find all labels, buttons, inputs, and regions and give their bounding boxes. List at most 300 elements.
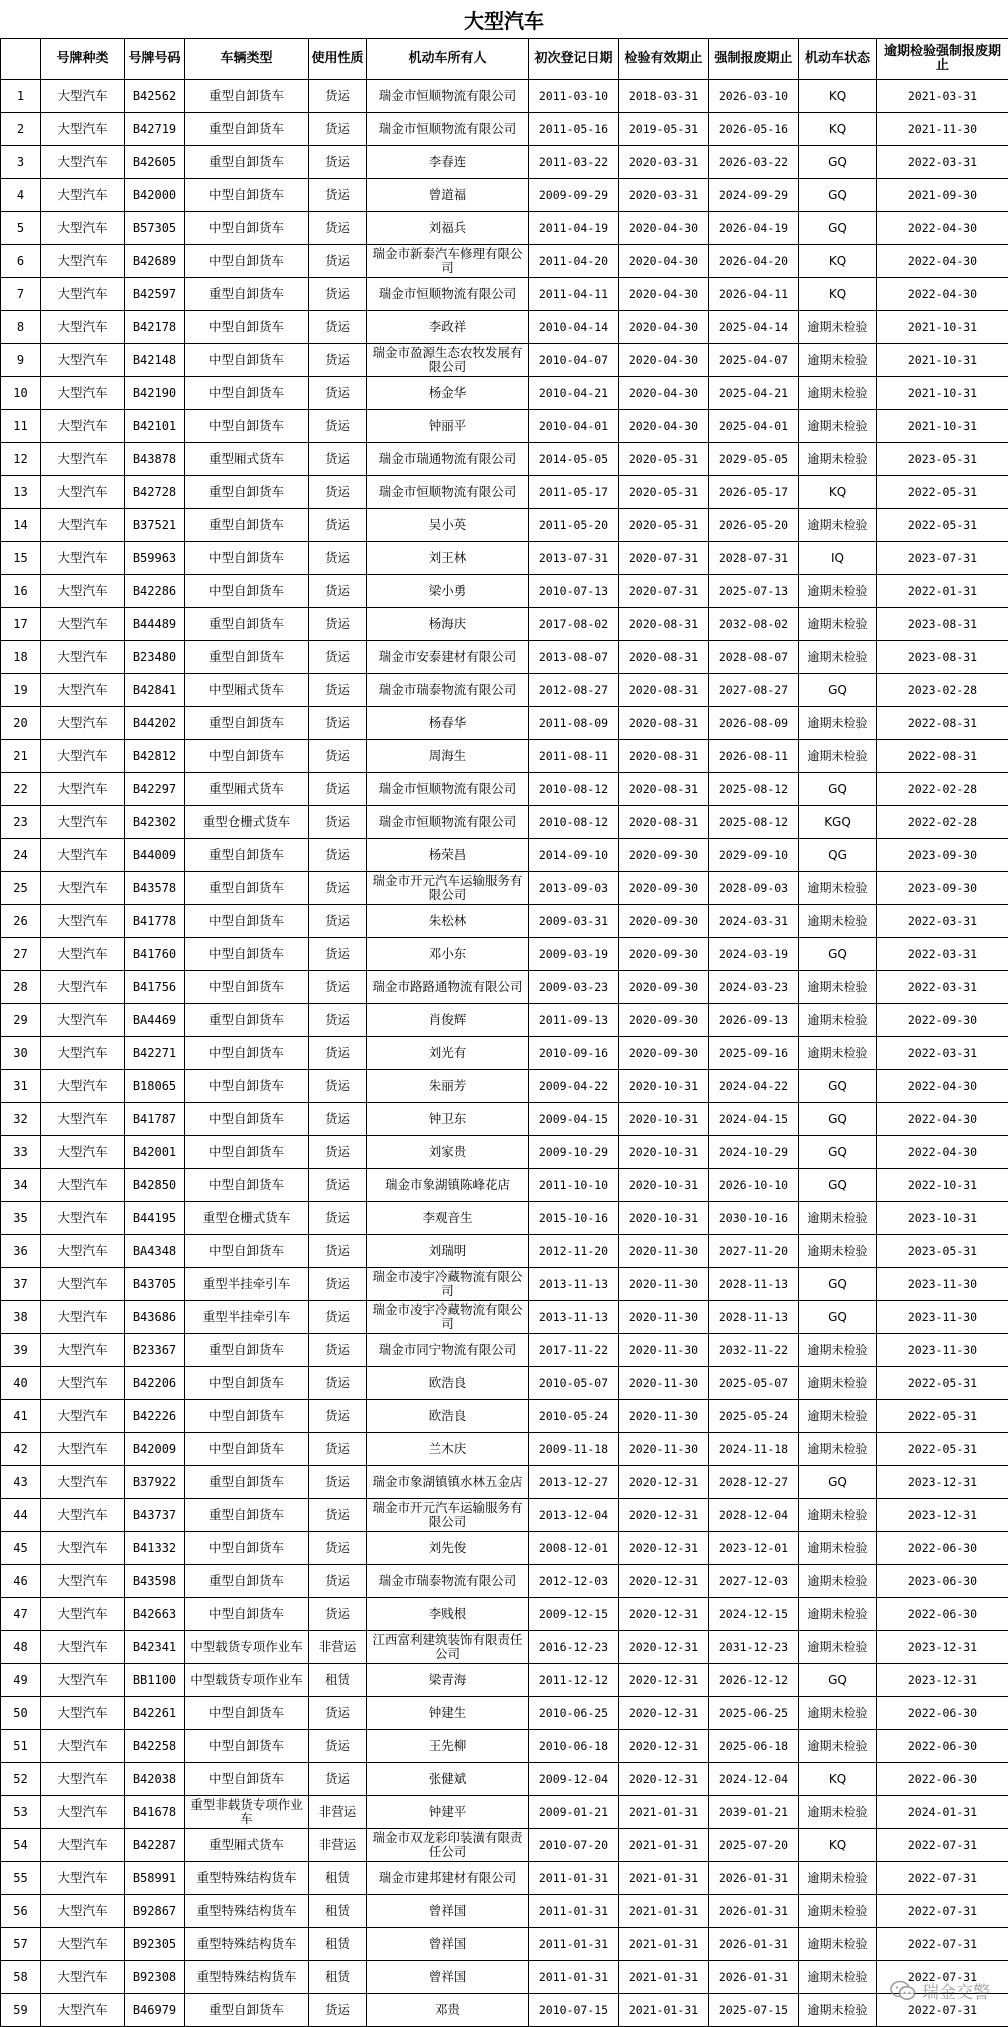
plate-number: B58991 <box>125 1862 185 1895</box>
vehicle-owner: 瑞金市凌宇冷藏物流有限公司 <box>367 1268 529 1301</box>
overdue-scrap-date: 2022-04-30 <box>877 1070 1008 1103</box>
overdue-scrap-date: 2022-10-31 <box>877 1169 1008 1202</box>
overdue-scrap-date: 2022-07-31 <box>877 1829 1008 1862</box>
usage-nature: 货运 <box>309 212 367 245</box>
first-registration-date: 2011-10-10 <box>529 1169 619 1202</box>
mandatory-scrap-date: 2025-09-16 <box>709 1037 799 1070</box>
vehicle-status: KQ <box>799 476 877 509</box>
inspection-valid-until: 2020-07-31 <box>619 575 709 608</box>
row-index: 16 <box>1 575 41 608</box>
usage-nature: 货运 <box>309 542 367 575</box>
vehicle-type: 重型半挂牵引车 <box>185 1268 309 1301</box>
vehicle-status: GQ <box>799 146 877 179</box>
table-row <box>1 839 1008 872</box>
mandatory-scrap-date: 2030-10-16 <box>709 1202 799 1235</box>
mandatory-scrap-date: 2028-12-27 <box>709 1466 799 1499</box>
inspection-valid-until: 2020-08-31 <box>619 641 709 674</box>
first-registration-date: 2017-11-22 <box>529 1334 619 1367</box>
overdue-scrap-date: 2023-06-30 <box>877 1565 1008 1598</box>
mandatory-scrap-date: 2028-11-13 <box>709 1268 799 1301</box>
vehicle-type: 中型自卸货车 <box>185 971 309 1004</box>
vehicle-type: 中型自卸货车 <box>185 938 309 971</box>
vehicle-type: 重型自卸货车 <box>185 80 309 113</box>
vehicle-owner: 欧浩良 <box>367 1367 529 1400</box>
vehicle-owner: 李政祥 <box>367 311 529 344</box>
vehicle-type: 重型自卸货车 <box>185 113 309 146</box>
plate-number: B42562 <box>125 80 185 113</box>
first-registration-date: 2011-04-20 <box>529 245 619 278</box>
row-index: 27 <box>1 938 41 971</box>
plate-number: B42663 <box>125 1598 185 1631</box>
plate-type: 大型汽车 <box>41 1136 125 1169</box>
overdue-scrap-date: 2022-03-31 <box>877 1037 1008 1070</box>
vehicle-owner: 瑞金市建邦建材有限公司 <box>367 1862 529 1895</box>
plate-type: 大型汽车 <box>41 1433 125 1466</box>
table-row <box>1 1136 1008 1169</box>
table-row <box>1 938 1008 971</box>
usage-nature: 货运 <box>309 905 367 938</box>
usage-nature: 货运 <box>309 245 367 278</box>
plate-number: B46979 <box>125 1994 185 2027</box>
vehicle-type: 重型自卸货车 <box>185 509 309 542</box>
first-registration-date: 2009-03-19 <box>529 938 619 971</box>
column-header: 初次登记日期 <box>529 39 619 80</box>
first-registration-date: 2009-04-22 <box>529 1070 619 1103</box>
table-row <box>1 278 1008 311</box>
table-row <box>1 1004 1008 1037</box>
vehicle-status: GQ <box>799 1103 877 1136</box>
vehicle-type: 重型半挂牵引车 <box>185 1301 309 1334</box>
first-registration-date: 2011-01-31 <box>529 1895 619 1928</box>
vehicle-type: 中型自卸货车 <box>185 1697 309 1730</box>
inspection-valid-until: 2020-04-30 <box>619 410 709 443</box>
vehicle-status: 逾期未检验 <box>799 311 877 344</box>
row-index: 48 <box>1 1631 41 1664</box>
table-header-row <box>1 39 1008 80</box>
vehicle-status: 逾期未检验 <box>799 608 877 641</box>
mandatory-scrap-date: 2024-03-23 <box>709 971 799 1004</box>
plate-type: 大型汽车 <box>41 641 125 674</box>
overdue-scrap-date: 2022-02-28 <box>877 806 1008 839</box>
overdue-scrap-date: 2022-03-31 <box>877 971 1008 1004</box>
mandatory-scrap-date: 2026-01-31 <box>709 1961 799 1994</box>
first-registration-date: 2012-12-03 <box>529 1565 619 1598</box>
vehicle-status: 逾期未检验 <box>799 1565 877 1598</box>
vehicle-owner: 钟卫东 <box>367 1103 529 1136</box>
usage-nature: 货运 <box>309 1499 367 1532</box>
mandatory-scrap-date: 2025-07-15 <box>709 1994 799 2027</box>
plate-number: B41787 <box>125 1103 185 1136</box>
plate-type: 大型汽车 <box>41 1532 125 1565</box>
plate-type: 大型汽车 <box>41 1070 125 1103</box>
mandatory-scrap-date: 2032-08-02 <box>709 608 799 641</box>
vehicle-status: GQ <box>799 938 877 971</box>
vehicle-owner: 瑞金市恒顺物流有限公司 <box>367 773 529 806</box>
mandatory-scrap-date: 2026-01-31 <box>709 1862 799 1895</box>
row-index: 54 <box>1 1829 41 1862</box>
first-registration-date: 2011-01-31 <box>529 1961 619 1994</box>
inspection-valid-until: 2020-04-30 <box>619 377 709 410</box>
usage-nature: 租赁 <box>309 1961 367 1994</box>
first-registration-date: 2011-08-11 <box>529 740 619 773</box>
vehicle-type: 重型非载货专项作业车 <box>185 1796 309 1829</box>
plate-number: B41332 <box>125 1532 185 1565</box>
plate-type: 大型汽车 <box>41 1862 125 1895</box>
vehicle-status: IQ <box>799 542 877 575</box>
first-registration-date: 2012-11-20 <box>529 1235 619 1268</box>
usage-nature: 货运 <box>309 1730 367 1763</box>
vehicle-type: 中型自卸货车 <box>185 344 309 377</box>
plate-number: B37922 <box>125 1466 185 1499</box>
row-index: 34 <box>1 1169 41 1202</box>
vehicle-status: GQ <box>799 1466 877 1499</box>
plate-number: B42178 <box>125 311 185 344</box>
plate-type: 大型汽车 <box>41 1565 125 1598</box>
inspection-valid-until: 2020-09-30 <box>619 971 709 1004</box>
vehicle-status: 逾期未检验 <box>799 1367 877 1400</box>
column-header <box>1 39 41 80</box>
usage-nature: 货运 <box>309 806 367 839</box>
mandatory-scrap-date: 2026-12-12 <box>709 1664 799 1697</box>
mandatory-scrap-date: 2026-08-11 <box>709 740 799 773</box>
vehicle-type: 中型自卸货车 <box>185 1070 309 1103</box>
watermark-text: 瑞金交警 <box>922 1983 990 2003</box>
mandatory-scrap-date: 2025-08-12 <box>709 773 799 806</box>
usage-nature: 货运 <box>309 179 367 212</box>
vehicle-status: QG <box>799 839 877 872</box>
inspection-valid-until: 2020-12-31 <box>619 1598 709 1631</box>
table-row <box>1 608 1008 641</box>
first-registration-date: 2010-04-21 <box>529 377 619 410</box>
first-registration-date: 2009-03-23 <box>529 971 619 1004</box>
inspection-valid-until: 2020-11-30 <box>619 1400 709 1433</box>
plate-type: 大型汽车 <box>41 509 125 542</box>
table-row <box>1 1202 1008 1235</box>
vehicle-owner: 周海生 <box>367 740 529 773</box>
first-registration-date: 2009-01-21 <box>529 1796 619 1829</box>
overdue-scrap-date: 2022-01-31 <box>877 575 1008 608</box>
overdue-scrap-date: 2023-05-31 <box>877 443 1008 476</box>
column-header: 机动车状态 <box>799 39 877 80</box>
table-row <box>1 1961 1008 1994</box>
vehicle-owner: 瑞金市恒顺物流有限公司 <box>367 80 529 113</box>
table-row <box>1 1037 1008 1070</box>
inspection-valid-until: 2020-11-30 <box>619 1235 709 1268</box>
plate-type: 大型汽车 <box>41 608 125 641</box>
vehicle-status: GQ <box>799 674 877 707</box>
plate-number: B92305 <box>125 1928 185 1961</box>
inspection-valid-until: 2021-01-31 <box>619 1994 709 2027</box>
row-index: 21 <box>1 740 41 773</box>
vehicle-status: 逾期未检验 <box>799 1235 877 1268</box>
row-index: 3 <box>1 146 41 179</box>
overdue-scrap-date: 2023-11-30 <box>877 1268 1008 1301</box>
table-row <box>1 80 1008 113</box>
overdue-scrap-date: 2022-03-31 <box>877 938 1008 971</box>
row-index: 24 <box>1 839 41 872</box>
usage-nature: 货运 <box>309 707 367 740</box>
mandatory-scrap-date: 2025-05-07 <box>709 1367 799 1400</box>
row-index: 28 <box>1 971 41 1004</box>
plate-type: 大型汽车 <box>41 1499 125 1532</box>
row-index: 53 <box>1 1796 41 1829</box>
vehicle-status: GQ <box>799 773 877 806</box>
vehicle-type: 重型厢式货车 <box>185 1829 309 1862</box>
inspection-valid-until: 2018-03-31 <box>619 80 709 113</box>
vehicle-type: 重型自卸货车 <box>185 1994 309 2027</box>
mandatory-scrap-date: 2028-12-04 <box>709 1499 799 1532</box>
overdue-scrap-date: 2022-06-30 <box>877 1697 1008 1730</box>
vehicle-type: 中型自卸货车 <box>185 905 309 938</box>
mandatory-scrap-date: 2025-04-01 <box>709 410 799 443</box>
plate-type: 大型汽车 <box>41 443 125 476</box>
usage-nature: 货运 <box>309 1697 367 1730</box>
usage-nature: 货运 <box>309 1334 367 1367</box>
overdue-scrap-date: 2023-08-31 <box>877 641 1008 674</box>
inspection-valid-until: 2020-04-30 <box>619 344 709 377</box>
overdue-scrap-date: 2022-04-30 <box>877 278 1008 311</box>
vehicle-status: 逾期未检验 <box>799 1928 877 1961</box>
table-row <box>1 113 1008 146</box>
plate-number: B41678 <box>125 1796 185 1829</box>
vehicle-status: GQ <box>799 1169 877 1202</box>
overdue-scrap-date: 2021-09-30 <box>877 179 1008 212</box>
vehicle-type: 重型自卸货车 <box>185 1466 309 1499</box>
mandatory-scrap-date: 2026-08-09 <box>709 707 799 740</box>
table-row <box>1 377 1008 410</box>
vehicle-owner: 瑞金市恒顺物流有限公司 <box>367 476 529 509</box>
vehicle-status: KGQ <box>799 806 877 839</box>
table-row <box>1 1466 1008 1499</box>
vehicle-type: 重型自卸货车 <box>185 707 309 740</box>
row-index: 55 <box>1 1862 41 1895</box>
table-row <box>1 443 1008 476</box>
mandatory-scrap-date: 2024-03-31 <box>709 905 799 938</box>
row-index: 58 <box>1 1961 41 1994</box>
plate-number: B42226 <box>125 1400 185 1433</box>
row-index: 31 <box>1 1070 41 1103</box>
inspection-valid-until: 2020-11-30 <box>619 1301 709 1334</box>
mandatory-scrap-date: 2026-03-10 <box>709 80 799 113</box>
usage-nature: 货运 <box>309 1598 367 1631</box>
table-row <box>1 1895 1008 1928</box>
vehicle-status: 逾期未检验 <box>799 1598 877 1631</box>
usage-nature: 货运 <box>309 740 367 773</box>
vehicle-owner: 钟丽平 <box>367 410 529 443</box>
plate-type: 大型汽车 <box>41 1763 125 1796</box>
row-index: 51 <box>1 1730 41 1763</box>
vehicle-type: 中型自卸货车 <box>185 1136 309 1169</box>
overdue-scrap-date: 2023-12-31 <box>877 1631 1008 1664</box>
inspection-valid-until: 2020-12-31 <box>619 1565 709 1598</box>
inspection-valid-until: 2020-09-30 <box>619 1037 709 1070</box>
plate-type: 大型汽车 <box>41 1895 125 1928</box>
inspection-valid-until: 2020-10-31 <box>619 1136 709 1169</box>
row-index: 52 <box>1 1763 41 1796</box>
usage-nature: 货运 <box>309 1169 367 1202</box>
inspection-valid-until: 2020-08-31 <box>619 608 709 641</box>
table-row <box>1 641 1008 674</box>
vehicle-owner: 瑞金市新泰汽车修理有限公司 <box>367 245 529 278</box>
first-registration-date: 2011-03-10 <box>529 80 619 113</box>
mandatory-scrap-date: 2032-11-22 <box>709 1334 799 1367</box>
overdue-scrap-date: 2023-12-31 <box>877 1664 1008 1697</box>
usage-nature: 货运 <box>309 1070 367 1103</box>
inspection-valid-until: 2020-10-31 <box>619 1070 709 1103</box>
mandatory-scrap-date: 2025-06-25 <box>709 1697 799 1730</box>
table-row <box>1 1829 1008 1862</box>
first-registration-date: 2015-10-16 <box>529 1202 619 1235</box>
mandatory-scrap-date: 2025-08-12 <box>709 806 799 839</box>
mandatory-scrap-date: 2026-09-13 <box>709 1004 799 1037</box>
table-row <box>1 1301 1008 1334</box>
first-registration-date: 2013-12-04 <box>529 1499 619 1532</box>
mandatory-scrap-date: 2026-01-31 <box>709 1928 799 1961</box>
plate-number: B43878 <box>125 443 185 476</box>
vehicle-status: 逾期未检验 <box>799 1400 877 1433</box>
row-index: 11 <box>1 410 41 443</box>
overdue-scrap-date: 2022-07-31 <box>877 1928 1008 1961</box>
mandatory-scrap-date: 2024-04-15 <box>709 1103 799 1136</box>
usage-nature: 货运 <box>309 1433 367 1466</box>
vehicle-owner: 瑞金市瑞通物流有限公司 <box>367 443 529 476</box>
usage-nature: 货运 <box>309 839 367 872</box>
inspection-valid-until: 2021-01-31 <box>619 1862 709 1895</box>
mandatory-scrap-date: 2028-08-07 <box>709 641 799 674</box>
vehicle-owner: 李观音生 <box>367 1202 529 1235</box>
table-row <box>1 1862 1008 1895</box>
usage-nature: 货运 <box>309 1268 367 1301</box>
first-registration-date: 2009-12-04 <box>529 1763 619 1796</box>
mandatory-scrap-date: 2024-10-29 <box>709 1136 799 1169</box>
vehicle-owner: 瑞金市双龙彩印装潢有限责任公司 <box>367 1829 529 1862</box>
row-index: 40 <box>1 1367 41 1400</box>
row-index: 18 <box>1 641 41 674</box>
inspection-valid-until: 2020-12-31 <box>619 1532 709 1565</box>
table-row <box>1 674 1008 707</box>
plate-number: B42000 <box>125 179 185 212</box>
column-header: 号牌种类 <box>41 39 125 80</box>
overdue-scrap-date: 2022-03-31 <box>877 905 1008 938</box>
vehicle-type: 重型厢式货车 <box>185 443 309 476</box>
inspection-valid-until: 2020-04-30 <box>619 212 709 245</box>
vehicle-status: 逾期未检验 <box>799 707 877 740</box>
table-row <box>1 971 1008 1004</box>
overdue-scrap-date: 2022-05-31 <box>877 509 1008 542</box>
usage-nature: 货运 <box>309 608 367 641</box>
first-registration-date: 2009-03-31 <box>529 905 619 938</box>
vehicle-status: 逾期未检验 <box>799 971 877 1004</box>
plate-number: B42850 <box>125 1169 185 1202</box>
inspection-valid-until: 2020-12-31 <box>619 1664 709 1697</box>
vehicle-status: 逾期未检验 <box>799 443 877 476</box>
row-index: 29 <box>1 1004 41 1037</box>
table-body <box>1 80 1008 2027</box>
usage-nature: 货运 <box>309 773 367 806</box>
inspection-valid-until: 2021-01-31 <box>619 1829 709 1862</box>
table-row <box>1 1796 1008 1829</box>
row-index: 36 <box>1 1235 41 1268</box>
vehicle-type: 中型自卸货车 <box>185 575 309 608</box>
vehicle-status: 逾期未检验 <box>799 740 877 773</box>
plate-type: 大型汽车 <box>41 872 125 905</box>
mandatory-scrap-date: 2026-01-31 <box>709 1895 799 1928</box>
vehicle-owner: 钟建生 <box>367 1697 529 1730</box>
row-index: 6 <box>1 245 41 278</box>
plate-type: 大型汽车 <box>41 1994 125 2027</box>
row-index: 45 <box>1 1532 41 1565</box>
inspection-valid-until: 2020-09-30 <box>619 1004 709 1037</box>
vehicle-owner: 瑞金市开元汽车运输服务有限公司 <box>367 872 529 905</box>
plate-number: B42287 <box>125 1829 185 1862</box>
plate-number: B42001 <box>125 1136 185 1169</box>
first-registration-date: 2017-08-02 <box>529 608 619 641</box>
vehicle-type: 重型自卸货车 <box>185 476 309 509</box>
plate-number: B42689 <box>125 245 185 278</box>
vehicle-type: 重型自卸货车 <box>185 839 309 872</box>
row-index: 41 <box>1 1400 41 1433</box>
overdue-scrap-date: 2022-07-31 <box>877 1895 1008 1928</box>
row-index: 30 <box>1 1037 41 1070</box>
vehicle-owner: 瑞金市瑞泰物流有限公司 <box>367 674 529 707</box>
overdue-scrap-date: 2021-10-31 <box>877 311 1008 344</box>
vehicle-owner: 瑞金市恒顺物流有限公司 <box>367 113 529 146</box>
plate-type: 大型汽车 <box>41 311 125 344</box>
table-row <box>1 806 1008 839</box>
overdue-scrap-date: 2023-08-31 <box>877 608 1008 641</box>
row-index: 56 <box>1 1895 41 1928</box>
plate-number: B42297 <box>125 773 185 806</box>
plate-number: B57305 <box>125 212 185 245</box>
vehicle-type: 中型自卸货车 <box>185 1400 309 1433</box>
vehicle-status: 逾期未检验 <box>799 641 877 674</box>
inspection-valid-until: 2020-07-31 <box>619 542 709 575</box>
inspection-valid-until: 2020-04-30 <box>619 245 709 278</box>
row-index: 43 <box>1 1466 41 1499</box>
row-index: 47 <box>1 1598 41 1631</box>
inspection-valid-until: 2020-03-31 <box>619 179 709 212</box>
inspection-valid-until: 2020-12-31 <box>619 1499 709 1532</box>
inspection-valid-until: 2020-12-31 <box>619 1730 709 1763</box>
table-row <box>1 212 1008 245</box>
plate-number: BB1100 <box>125 1664 185 1697</box>
plate-type: 大型汽车 <box>41 905 125 938</box>
plate-number: B44009 <box>125 839 185 872</box>
vehicle-owner: 瑞金市开元汽车运输服务有限公司 <box>367 1499 529 1532</box>
table-row <box>1 509 1008 542</box>
table-row <box>1 245 1008 278</box>
vehicle-status: KQ <box>799 245 877 278</box>
first-registration-date: 2013-12-27 <box>529 1466 619 1499</box>
vehicle-owner: 瑞金市凌宇冷藏物流有限公司 <box>367 1301 529 1334</box>
row-index: 25 <box>1 872 41 905</box>
table-row <box>1 1697 1008 1730</box>
usage-nature: 货运 <box>309 1532 367 1565</box>
column-header: 机动车所有人 <box>367 39 529 80</box>
mandatory-scrap-date: 2029-05-05 <box>709 443 799 476</box>
table-row <box>1 1103 1008 1136</box>
table-row <box>1 773 1008 806</box>
first-registration-date: 2010-07-20 <box>529 1829 619 1862</box>
row-index: 59 <box>1 1994 41 2027</box>
vehicle-owner: 梁小勇 <box>367 575 529 608</box>
vehicle-type: 中型自卸货车 <box>185 377 309 410</box>
mandatory-scrap-date: 2028-09-03 <box>709 872 799 905</box>
vehicle-owner: 刘光有 <box>367 1037 529 1070</box>
inspection-valid-until: 2020-08-31 <box>619 740 709 773</box>
usage-nature: 货运 <box>309 1235 367 1268</box>
mandatory-scrap-date: 2024-09-29 <box>709 179 799 212</box>
